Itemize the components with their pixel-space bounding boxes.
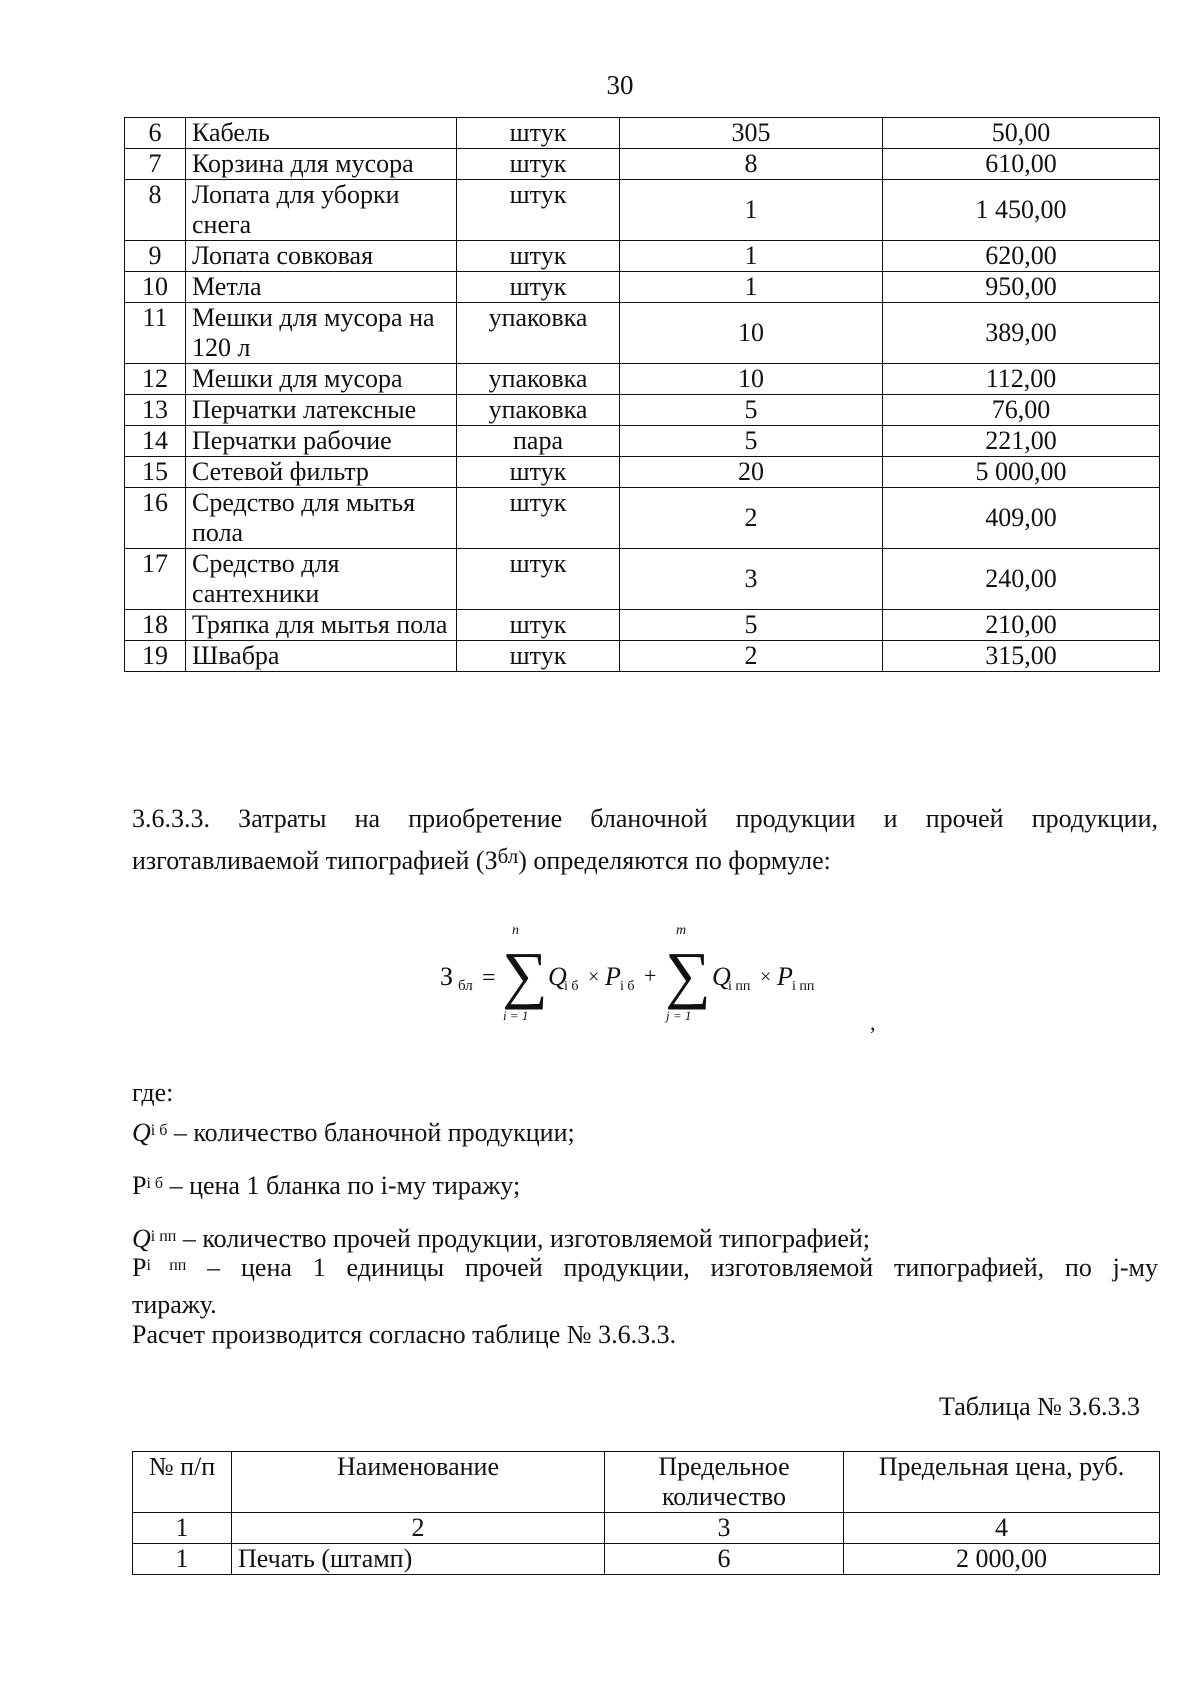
formula-term-q1-sub: i б — [564, 979, 579, 994]
definition-symbol-sub: i б — [146, 1175, 164, 1192]
row-num: 7 — [125, 149, 186, 180]
row-name: Средство для сантехники — [186, 549, 457, 610]
row-price: 240,00 — [883, 549, 1160, 610]
row-unit: штук — [457, 149, 620, 180]
definition-text: – количество прочей продукции, изготовляемой типографией; — [182, 1224, 871, 1253]
formula-sum1-upper: n — [512, 923, 519, 938]
row-unit: штук — [457, 272, 620, 303]
table-row — [125, 118, 1160, 149]
row-unit: штук — [457, 549, 620, 610]
row-name: Средство для мытья пола — [186, 488, 457, 549]
definition-symbol: P — [132, 1253, 147, 1282]
paragraph-intro-line2 — [132, 838, 1158, 879]
row-price: 610,00 — [883, 149, 1160, 180]
table-row — [125, 149, 1160, 180]
row-qty: 5 — [620, 426, 883, 457]
row-unit: пара — [457, 426, 620, 457]
row-qty: 8 — [620, 149, 883, 180]
intro-text-before: изготавливаемой типографией ( — [132, 846, 485, 875]
row-qty: 305 — [620, 118, 883, 149]
definition-text: – цена 1 единицы прочей продукции, изготовляемой типографией, по j-му — [207, 1253, 1158, 1282]
definition-symbol: Q — [132, 1224, 151, 1253]
formula-eq: = — [482, 965, 496, 991]
row-num: 14 — [125, 426, 186, 457]
row-price: 2 000,00 — [844, 1544, 1160, 1575]
row-name: Перчатки латексные — [186, 395, 457, 426]
row-num: 15 — [125, 457, 186, 488]
row-name: Кабель — [186, 118, 457, 149]
index-cell: 1 — [133, 1513, 232, 1544]
table-index-row — [133, 1513, 1160, 1544]
table-row — [125, 610, 1160, 641]
formula-term-q2: Q — [712, 962, 731, 991]
definition-symbol-sub: i пп — [150, 1228, 177, 1245]
row-num: 1 — [133, 1544, 232, 1575]
where-label: где: — [132, 1078, 174, 1107]
definition-q-blank — [132, 1112, 575, 1151]
table-row — [125, 549, 1160, 610]
formula-term-p1-sub: i б — [620, 979, 635, 994]
formula-term-q1: Q — [548, 962, 567, 991]
row-price: 76,00 — [883, 395, 1160, 426]
row-unit: упаковка — [457, 395, 620, 426]
row-unit: штук — [457, 641, 620, 672]
index-cell: 2 — [232, 1513, 605, 1544]
formula-lhs: З — [440, 962, 454, 991]
row-num: 13 — [125, 395, 186, 426]
table-row — [125, 395, 1160, 426]
header-cell-num: № п/п — [133, 1452, 232, 1513]
intro-text-after: ) определяются по формуле: — [518, 846, 831, 875]
row-num: 10 — [125, 272, 186, 303]
table-row — [125, 180, 1160, 241]
row-qty: 5 — [620, 395, 883, 426]
formula-term-p1: P — [605, 962, 621, 991]
table-caption: Таблица № 3.6.3.3 — [938, 1392, 1140, 1421]
row-qty: 10 — [620, 364, 883, 395]
row-unit: штук — [457, 241, 620, 272]
table-header-row — [133, 1452, 1160, 1513]
definition-text-continuation: тиражу. — [132, 1290, 217, 1319]
formula-term-q2-sub: i пп — [728, 979, 751, 994]
row-qty: 2 — [620, 488, 883, 549]
formula-comma: , — [870, 1010, 876, 1035]
table-row — [125, 303, 1160, 364]
row-qty: 2 — [620, 641, 883, 672]
row-name: Печать (штамп) — [232, 1544, 605, 1575]
row-price: 50,00 — [883, 118, 1160, 149]
index-cell: 4 — [844, 1513, 1160, 1544]
row-name: Сетевой фильтр — [186, 457, 457, 488]
row-qty: 10 — [620, 303, 883, 364]
row-qty: 20 — [620, 457, 883, 488]
row-price: 950,00 — [883, 272, 1160, 303]
row-price: 389,00 — [883, 303, 1160, 364]
table-row — [133, 1544, 1160, 1575]
table-row — [125, 488, 1160, 549]
row-price: 1 450,00 — [883, 180, 1160, 241]
row-name: Мешки для мусора на 120 л — [186, 303, 457, 364]
table-row — [125, 426, 1160, 457]
page-number: 30 — [606, 70, 634, 100]
definition-symbol: P — [132, 1171, 147, 1200]
row-name: Швабра — [186, 641, 457, 672]
index-cell: 3 — [605, 1513, 844, 1544]
row-name: Мешки для мусора — [186, 364, 457, 395]
row-num: 11 — [125, 303, 186, 364]
row-qty: 1 — [620, 272, 883, 303]
row-price: 620,00 — [883, 241, 1160, 272]
limits-table — [132, 1451, 1160, 1575]
formula-plus: + — [644, 963, 657, 988]
row-price: 210,00 — [883, 610, 1160, 641]
formula — [440, 920, 960, 1030]
row-unit: штук — [457, 180, 620, 241]
row-qty: 3 — [620, 549, 883, 610]
intro-symbol: З — [484, 846, 498, 875]
row-num: 12 — [125, 364, 186, 395]
row-unit: штук — [457, 457, 620, 488]
row-num: 8 — [125, 180, 186, 241]
row-unit: штук — [457, 118, 620, 149]
formula-sum1-lower: i = 1 — [503, 1008, 529, 1023]
formula-term-p2: P — [777, 962, 793, 991]
row-unit: упаковка — [457, 364, 620, 395]
row-qty: 6 — [605, 1544, 844, 1575]
definition-symbol: Q — [132, 1118, 151, 1147]
row-name: Перчатки рабочие — [186, 426, 457, 457]
row-price: 409,00 — [883, 488, 1160, 549]
intro-symbol-sub: бл — [497, 844, 519, 868]
formula-times1: × — [588, 966, 600, 988]
formula-sum2-sigma: ∑ — [665, 939, 711, 1010]
formula-lhs-sub: бл — [458, 978, 473, 994]
table-row — [125, 457, 1160, 488]
formula-sum2-upper: m — [676, 923, 687, 938]
formula-sum1-sigma: ∑ — [502, 939, 548, 1010]
row-unit: штук — [457, 610, 620, 641]
row-num: 9 — [125, 241, 186, 272]
definition-p-blank — [132, 1165, 520, 1204]
row-name: Лопата совковая — [186, 241, 457, 272]
definition-p-other — [132, 1247, 1158, 1323]
header-cell-name: Наименование — [232, 1452, 605, 1513]
row-unit: упаковка — [457, 303, 620, 364]
row-num: 17 — [125, 549, 186, 610]
row-name: Тряпка для мытья пола — [186, 610, 457, 641]
row-qty: 5 — [620, 610, 883, 641]
table-row — [125, 641, 1160, 672]
definition-text: – цена 1 бланка по i-му тиражу; — [169, 1171, 521, 1200]
row-price: 112,00 — [883, 364, 1160, 395]
definition-symbol-sub: i б — [150, 1122, 168, 1139]
row-qty: 1 — [620, 180, 883, 241]
calculation-note: Расчет производится согласно таблице № 3.6.3.3. — [132, 1320, 677, 1349]
formula-times2: × — [760, 966, 772, 988]
row-qty: 1 — [620, 241, 883, 272]
formula-term-p2-sub: i пп — [792, 979, 815, 994]
table-row — [125, 241, 1160, 272]
row-price: 5 000,00 — [883, 457, 1160, 488]
row-name: Корзина для мусора — [186, 149, 457, 180]
row-price: 315,00 — [883, 641, 1160, 672]
row-unit: штук — [457, 488, 620, 549]
row-name: Лопата для уборки снега — [186, 180, 457, 241]
row-num: 6 — [125, 118, 186, 149]
row-num: 16 — [125, 488, 186, 549]
header-cell-qty: Предельное количество — [605, 1452, 844, 1513]
table-row — [125, 272, 1160, 303]
row-num: 18 — [125, 610, 186, 641]
paragraph-intro: 3.6.3.3. Затраты на приобретение бланочной продукции и прочей продукции, — [132, 804, 1158, 833]
definition-symbol-sub: i пп — [146, 1257, 187, 1274]
definition-text: – количество бланочной продукции; — [173, 1118, 575, 1147]
row-price: 221,00 — [883, 426, 1160, 457]
items-table — [124, 117, 1160, 672]
header-cell-price: Предельная цена, руб. — [844, 1452, 1160, 1513]
row-name: Метла — [186, 272, 457, 303]
formula-sum2-lower: j = 1 — [666, 1008, 692, 1023]
row-num: 19 — [125, 641, 186, 672]
table-row — [125, 364, 1160, 395]
